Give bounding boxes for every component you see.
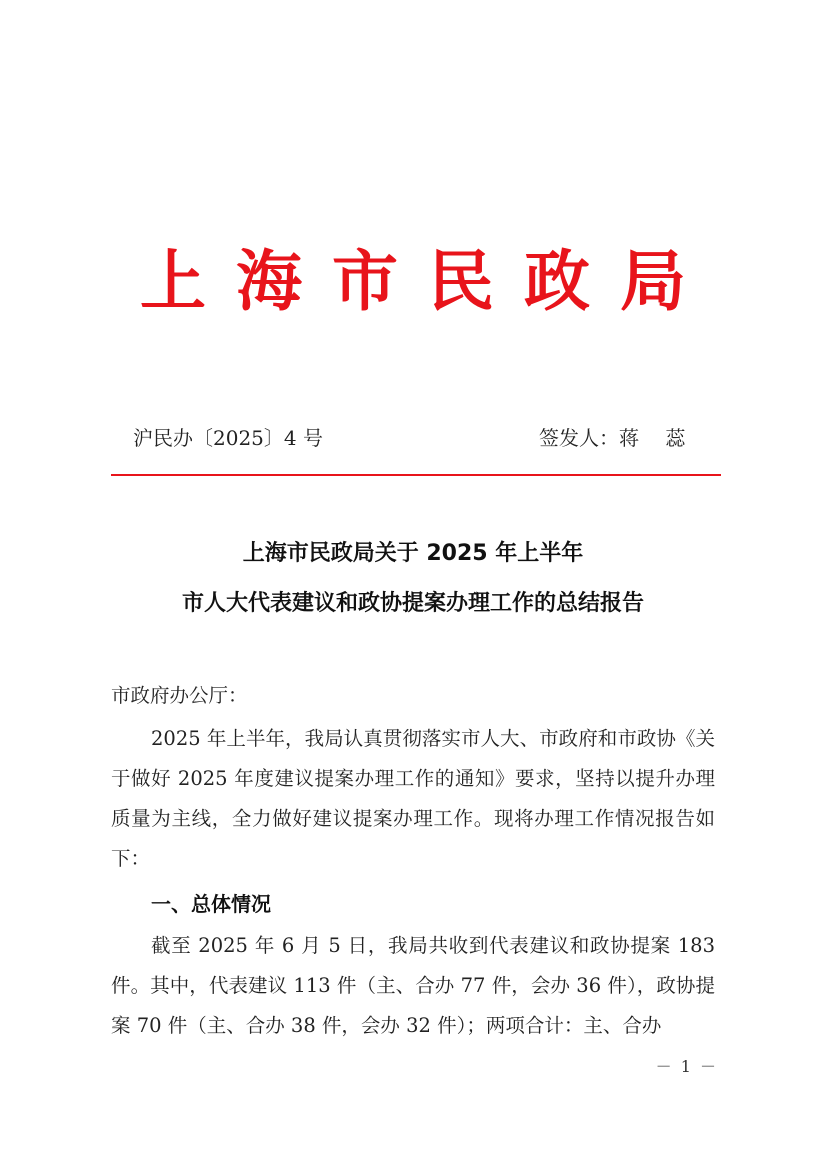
page-number: － 1 －: [655, 1057, 718, 1076]
signer-name: 蒋 蕊: [619, 426, 696, 450]
red-separator-line: [111, 474, 721, 476]
body-paragraph-overview: 截至 2025 年 6 月 5 日，我局共收到代表建议和政协提案 183 件。其中，代表建议 113 件（主、合办 77 件，会办 36 件），政协提案 70 件（主、合办 38 件，会办 32 件）；两项合计：主、合办: [111, 934, 715, 1037]
salutation: 市政府办公厅：: [111, 684, 248, 707]
document-title-line-1: 上海市民政局关于 2025 年上半年: [242, 541, 584, 566]
section-heading-overview: 一、总体情况: [151, 892, 271, 916]
document-title-line-2: 市人大代表建议和政协提案办理工作的总结报告: [181, 591, 644, 616]
signer-block: [539, 424, 695, 452]
signer-label: 签发人：: [539, 426, 619, 450]
issuing-authority-masthead: 上海市民政局: [140, 242, 716, 320]
document-number: 沪民办〔2025〕4 号: [133, 426, 323, 450]
body-paragraph-intro: 2025 年上半年，我局认真贯彻落实市人大、市政府和市政协《关于做好 2025 年度建议提案办理工作的通知》要求，坚持以提升办理质量为主线，全力做好建议提案办理工作。现将办理工作情况报告如下：: [111, 727, 715, 870]
